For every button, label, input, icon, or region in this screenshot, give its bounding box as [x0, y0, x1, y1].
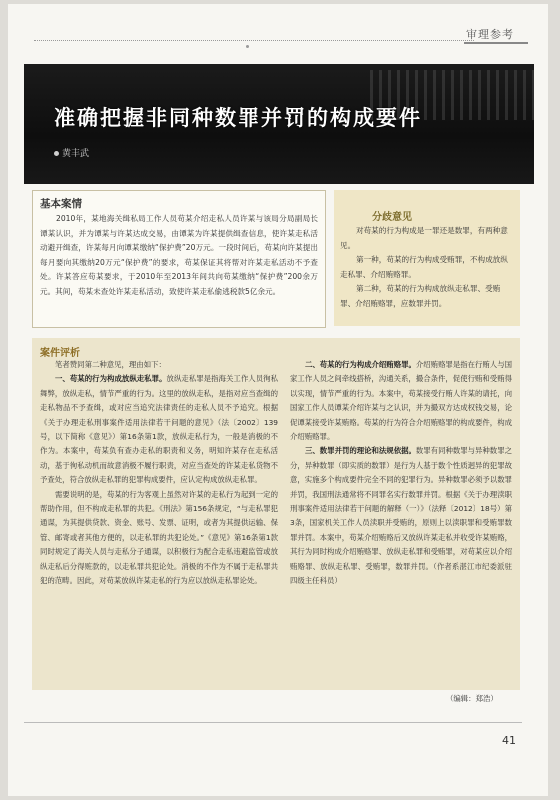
analysis-left-column [40, 358, 278, 589]
article-author [54, 146, 89, 159]
divider-dot [246, 45, 249, 48]
author-note: （作者系湛江市纪委派驻四级主任科员） [290, 561, 512, 586]
case-facts-text: 2010年，某地海关缉私局工作人员苟某介绍走私人员许某与该局分局副局长谭某认识，并为谭某与许某达成交易，由谭某为许某提供缉查信息，使许某走私活动避开缉查，许某每月向谭某缴纳“保护费”20万元。一段时间后，苟某向许某提出每月要向其缴纳20万元“保护费”的要求，苟某保证其将帮对许某走私活动不予查处。许某答应苟某要求，于2010年至2013年间共向苟某缴纳“保护费”200余万元。其间，苟某未查处许某走私活动，致使许某走私偷逃税款5亿余元。 [40, 214, 318, 296]
analysis-right-column [290, 358, 512, 589]
divergence-text [340, 224, 510, 311]
bullet-icon [54, 151, 59, 156]
section-1-para2: 需要说明的是，苟某的行为客观上虽然对许某的走私行为起到一定的帮助作用，但不构成走私罪的共犯。《刑法》第156条规定，“与走私罪犯通谋，为其提供贷款、资金、账号、发票、证明，或者为其提供运输、保管、邮寄或者其他方便的，以走私罪的共犯论处。”《意见》第16条第1款同时规定了海关人员与走私分子通谋，以积极行为配合走私违避监管或放纵走私后分得赃款的，以走私罪共犯论处。消极的不作为不属于走私罪共犯的范畴。因此，对苟某放纵许某走私的行为应以放纵走私罪论处。 [40, 489, 278, 586]
section-1-heading: 一、苟某的行为构成放纵走私罪。 [55, 374, 167, 384]
dotted-divider [34, 40, 474, 41]
analysis-intro: 笔者赞同第二种意见，理由如下： [55, 360, 166, 369]
section-3-text: 数罪有同种数罪与异种数罪之分，异种数罪（即实质的数罪）是行为人基于数个性质迥异的犯罪故意，实施多个构成要件完全不同的犯罪行为。异种数罪必须予以数罪并罚，我国刑法通常将不同罪名实行数罪并罚。根据《关于办理渎职刑事案件适用法律若干问题的解释（一）》（法释〔2012〕18号）第3条，国家机关工作人员渎职并受贿的，原则上以渎职罪和受贿罪数罪并罚。本案中，苟某介绍贿赂后又放纵许某走私并收受许某贿赂，其行为同时构成介绍贿赂罪、放纵走私罪和受贿罪，对苟某应以介绍贿赂罪、放纵走私罪、受贿罪，数罪并罚。 [290, 446, 512, 571]
article-title: 准确把握非同种数罪并罚的构成要件 [54, 106, 422, 130]
divergence-p2: 第一种，苟某的行为构成受贿罪，不构成放纵走私罪、介绍贿赂罪。 [340, 255, 508, 279]
divergence-p1: 对苟某的行为构成是一罪还是数罪，有两种意见。 [340, 226, 508, 250]
divergence-p3: 第二种，苟某的行为构成放纵走私罪、受贿罪、介绍贿赂罪，应数罪并罚。 [340, 284, 501, 308]
section-2 [290, 358, 512, 444]
case-facts-heading: 基本案情 [40, 198, 82, 210]
section-2-heading: 二、苟某的行为构成介绍贿赂罪。 [305, 360, 416, 369]
section-underline [464, 42, 528, 44]
divergence-heading: 分歧意见 [372, 212, 412, 223]
analysis-heading: 案件评析 [40, 348, 80, 359]
footer-divider [24, 722, 522, 723]
section-tag: 审理参考 [466, 28, 514, 41]
section-1 [40, 372, 278, 487]
title-banner [24, 64, 534, 184]
section-3-heading: 三、数罪并罚的理论和法规依据。 [305, 446, 416, 456]
editor-note: （编辑：郑浩） [446, 694, 498, 703]
section-3 [290, 444, 512, 588]
section-1-text: 放纵走私罪是指海关工作人员徇私舞弊，放纵走私，情节严重的行为。这里的放纵走私，是指对应当查缉的走私物品不予查缉，或对应当追究法律责任的走私人员不予追究。根据《关于办理走私刑事案件适用法律若干问题的意见》（法〔2002〕139号，以下简称《意见》）第16条第1款，放纵走私行为，一般是消极的不作为。本案中，苟某负有查办走私的职责和义务，明知许某存在走私活动，基于徇私动机而故意消极不履行职责，对应当查处的许某走私货物不予查处，符合放纵走私罪的犯罪构成要件，应认定构成放纵走私罪。 [40, 374, 278, 485]
author-name: 黄丰武 [62, 149, 90, 159]
section-2-text: 介绍贿赂罪是指在行贿人与国家工作人员之间牵线搭桥，沟通关系，撮合条件，促使行贿和受贿得以实现，情节严重的行为。本案中，苟某接受行贿人许某的请托，向国家工作人员谭某介绍许某与之认识，并为撮双方达成权钱交易，论促谭某接受许某贿赂。苟某的行为符合介绍贿赂罪的构成要件，构成介绍贿赂罪。 [290, 360, 512, 442]
page-number: 41 [502, 734, 516, 747]
